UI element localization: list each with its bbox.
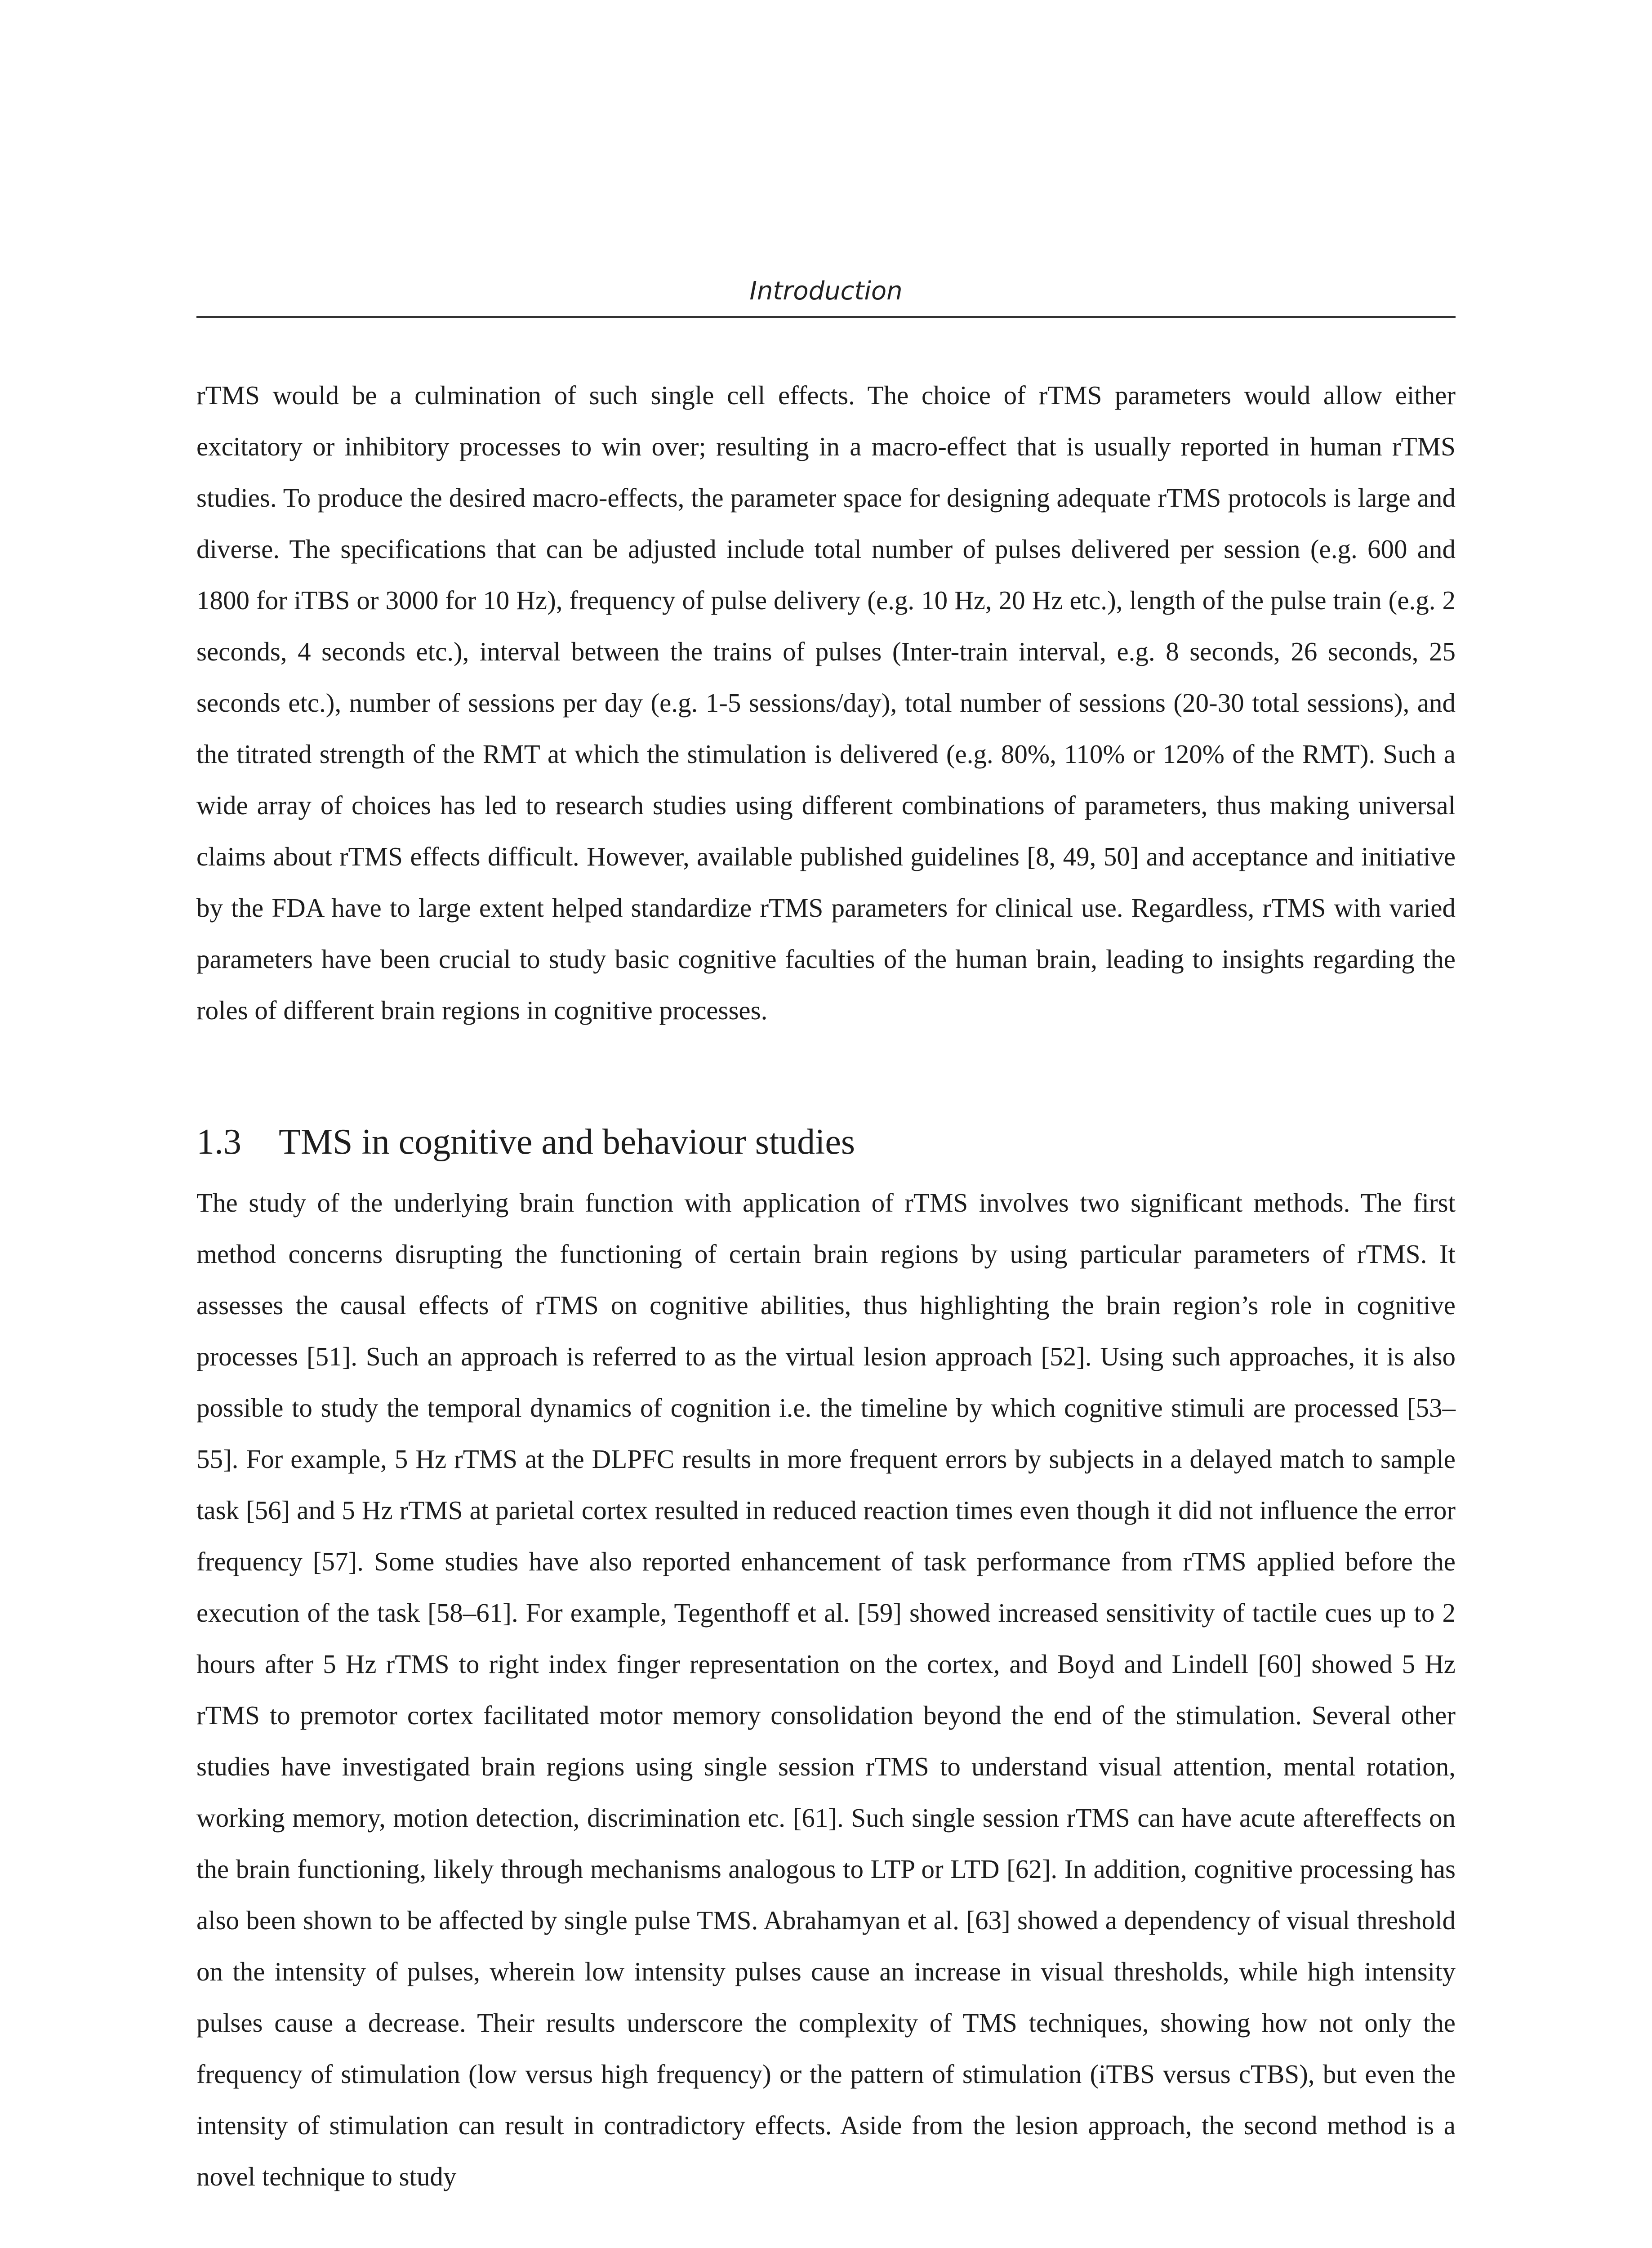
section-number: 1.3 [196, 1122, 241, 1162]
body-paragraph-1 [196, 370, 1456, 1036]
body-paragraph-2 [196, 1177, 1456, 2202]
paragraph-text: rTMS would be a culmination of such single cell effects. The choice of rTMS parameters would allow either excitatory or inhibitory processes to win over; resulting in a macro-effect that is usually reported in human rTMS studies. To produce the desired macro-effects, the parameter space for designing adequate rTMS protocols is large and diverse. The specifications that can be adjusted include total number of pulses delivered per session (e.g. 600 and 1800 for iTBS or 3000 for 10 Hz), frequency of pulse delivery (e.g. 10 Hz, 20 Hz etc.), length of the pulse train (e.g. 2 seconds, 4 seconds etc.), interval between the trains of pulses (Inter-train interval, e.g. 8 seconds, 26 seconds, 25 seconds etc.), number of sessions per day (e.g. 1-5 sessions/day), total number of sessions (20-30 total sessions), and the titrated strength of the RMT at which the stimulation is delivered (e.g. 80%, 110% or 120% of the RMT). Such a wide array of choices has led to research studies using different combinations of parameters, thus making universal claims about rTMS effects difficult. However, available published guidelines [8, 49, 50] and acceptance and initiative by the FDA have to large extent helped standardize rTMS parameters for clinical use. Regardless, rTMS with varied parameters have been crucial to study basic cognitive faculties of the human brain, leading to insights regarding the roles of different brain regions in cognitive processes. [196, 380, 1456, 1025]
paragraph-text: The study of the underlying brain function with application of rTMS involves two significant methods. The first method concerns disrupting the functioning of certain brain regions by using particular parameters of rTMS. It assesses the causal effects of rTMS on cognitive abilities, thus highlighting the brain region’s role in cognitive processes [51]. Such an approach is referred to as the virtual lesion approach [52]. Using such approaches, it is also possible to study the temporal dynamics of cognition i.e. the timeline by which cognitive stimuli are processed [53–55]. For example, 5 Hz rTMS at the DLPFC results in more frequent errors by subjects in a delayed match to sample task [56] and 5 Hz rTMS at parietal cortex resulted in reduced reaction times even though it did not influence the error frequency [57]. Some studies have also reported enhancement of task performance from rTMS applied before the execution of the task [58–61]. For example, Tegenthoff et al. [59] showed increased sensitivity of tactile cues up to 2 hours after 5 Hz rTMS to right index finger representation on the cortex, and Boyd and Lindell [60] showed 5 Hz rTMS to premotor cortex facilitated motor memory consolidation beyond the end of the stimulation. Several other studies have investigated brain regions using single session rTMS to understand visual attention, mental rotation, working memory, motion detection, discrimination etc. [61]. Such single session rTMS can have acute aftereffects on the brain functioning, likely through mechanisms analogous to LTP or LTD [62]. In addition, cognitive processing has also been shown to be affected by single pulse TMS. Abrahamyan et al. [63] showed a dependency of visual threshold on the intensity of pulses, wherein low intensity pulses cause an increase in visual thresholds, while high intensity pulses cause a decrease. Their results underscore the complexity of TMS techniques, showing how not only the frequency of stimulation (low versus high frequency) or the pattern of stimulation (iTBS versus cTBS), but even the intensity of stimulation can result in contradictory effects. Aside from the lesion approach, the second method is a novel technique to study [196, 1188, 1456, 2191]
section-heading [196, 1115, 1456, 1169]
running-header-title: Introduction [749, 277, 903, 306]
header-rule [196, 316, 1456, 318]
section-title: TMS in cognitive and behaviour studies [279, 1122, 855, 1162]
